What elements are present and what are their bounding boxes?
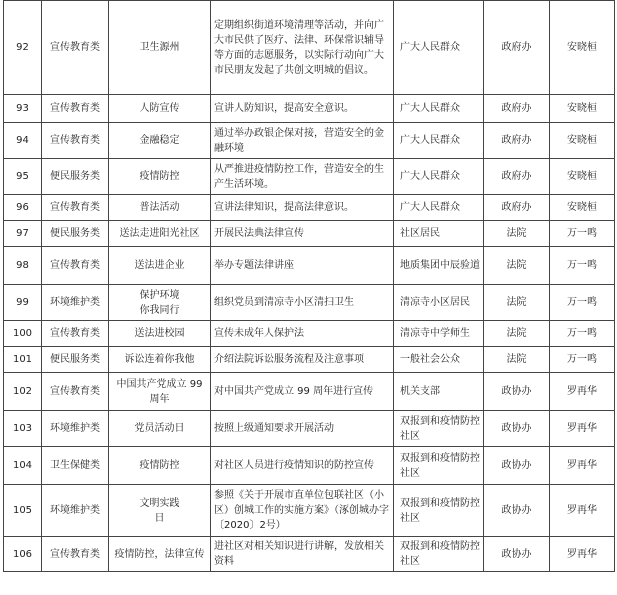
project-cell: 普法活动 [109, 195, 211, 221]
category-cell: 宣传教育类 [42, 321, 109, 347]
project-cell: 疫情防控，法律宣传 [109, 537, 211, 572]
content-cell: 介绍法院诉讼服务流程及注意事项 [211, 347, 394, 373]
project-cell: 金融稳定 [109, 123, 211, 159]
content-cell: 对社区人员进行疫情知识的防控宣传 [211, 447, 394, 485]
target-cell: 一般社会公众 [394, 347, 484, 373]
person-cell: 万一鸣 [550, 247, 615, 285]
unit-cell: 政府办 [484, 1, 550, 95]
table-row [4, 123, 615, 159]
row-number-cell: 101 [4, 347, 42, 373]
project-cell: 送法走进阳光社区 [109, 221, 211, 247]
content-cell: 参照《关于开展市直单位包联社区（小区）创城工作的实施方案》（涿创城办字〔2020〕2号） [211, 485, 394, 537]
table-row [4, 95, 615, 123]
row-number-cell: 97 [4, 221, 42, 247]
row-number-cell: 92 [4, 1, 42, 95]
person-cell: 安晓桓 [550, 1, 615, 95]
category-cell: 环境维护类 [42, 285, 109, 321]
project-cell: 疫情防控 [109, 447, 211, 485]
project-cell: 中国共产党成立 99 周年 [109, 373, 211, 411]
unit-cell: 政协办 [484, 411, 550, 447]
person-cell: 安晓桓 [550, 159, 615, 195]
table-row [4, 373, 615, 411]
row-number-cell: 98 [4, 247, 42, 285]
row-number-cell: 94 [4, 123, 42, 159]
person-cell: 安晓桓 [550, 95, 615, 123]
project-cell: 疫情防控 [109, 159, 211, 195]
content-cell: 进社区对相关知识进行讲解，发放相关资料 [211, 537, 394, 572]
target-cell: 广大人民群众 [394, 1, 484, 95]
project-cell: 送法进企业 [109, 247, 211, 285]
table-row [4, 1, 615, 95]
person-cell: 万一鸣 [550, 221, 615, 247]
person-cell: 罗再华 [550, 373, 615, 411]
project-cell: 卫生源州 [109, 1, 211, 95]
unit-cell: 政府办 [484, 123, 550, 159]
person-cell: 万一鸣 [550, 347, 615, 373]
person-cell: 安晓桓 [550, 123, 615, 159]
row-number-cell: 103 [4, 411, 42, 447]
unit-cell: 政府办 [484, 195, 550, 221]
content-cell: 宣讲法律知识，提高法律意识。 [211, 195, 394, 221]
row-number-cell: 93 [4, 95, 42, 123]
row-number-cell: 100 [4, 321, 42, 347]
category-cell: 宣传教育类 [42, 1, 109, 95]
target-cell: 机关支部 [394, 373, 484, 411]
person-cell: 万一鸣 [550, 285, 615, 321]
unit-cell: 法院 [484, 347, 550, 373]
category-cell: 便民服务类 [42, 159, 109, 195]
content-cell: 组织党员到清凉寺小区清扫卫生 [211, 285, 394, 321]
content-cell: 对中国共产党成立 99 周年进行宣传 [211, 373, 394, 411]
target-cell: 广大人民群众 [394, 195, 484, 221]
content-cell: 举办专题法律讲座 [211, 247, 394, 285]
person-cell: 罗再华 [550, 485, 615, 537]
target-cell: 双报到和疫情防控社区 [394, 447, 484, 485]
unit-cell: 政协办 [484, 373, 550, 411]
target-cell: 双报到和疫情防控社区 [394, 485, 484, 537]
table-row [4, 411, 615, 447]
table-body [4, 1, 615, 572]
project-cell: 送法进校园 [109, 321, 211, 347]
unit-cell: 法院 [484, 247, 550, 285]
project-table [3, 0, 615, 572]
content-cell: 宣讲人防知识，提高安全意识。 [211, 95, 394, 123]
row-number-cell: 95 [4, 159, 42, 195]
table-row [4, 321, 615, 347]
content-cell: 定期组织街道环境清理等活动，并向广大市民供了医疗、法律、环保常识辅导等方面的志愿服务，以实际行动向广大市民朋友发起了共创文明城的倡议。 [211, 1, 394, 95]
row-number-cell: 104 [4, 447, 42, 485]
target-cell: 清凉寺小区居民 [394, 285, 484, 321]
unit-cell: 政协办 [484, 447, 550, 485]
row-number-cell: 99 [4, 285, 42, 321]
project-cell: 人防宣传 [109, 95, 211, 123]
table-row [4, 247, 615, 285]
row-number-cell: 106 [4, 537, 42, 572]
unit-cell: 政协办 [484, 485, 550, 537]
unit-cell: 政府办 [484, 159, 550, 195]
unit-cell: 法院 [484, 221, 550, 247]
person-cell: 罗再华 [550, 447, 615, 485]
category-cell: 环境维护类 [42, 485, 109, 537]
unit-cell: 政府办 [484, 95, 550, 123]
category-cell: 便民服务类 [42, 347, 109, 373]
person-cell: 万一鸣 [550, 321, 615, 347]
table-row [4, 221, 615, 247]
category-cell: 宣传教育类 [42, 195, 109, 221]
category-cell: 便民服务类 [42, 221, 109, 247]
category-cell: 宣传教育类 [42, 537, 109, 572]
category-cell: 卫生保健类 [42, 447, 109, 485]
table-row [4, 285, 615, 321]
project-cell: 保护环境 你我同行 [109, 285, 211, 321]
table-row [4, 159, 615, 195]
target-cell: 广大人民群众 [394, 95, 484, 123]
person-cell: 罗再华 [550, 411, 615, 447]
table-row [4, 485, 615, 537]
content-cell: 开展民法典法律宣传 [211, 221, 394, 247]
category-cell: 宣传教育类 [42, 95, 109, 123]
content-cell: 按照上级通知要求开展活动 [211, 411, 394, 447]
content-cell: 从严推进疫情防控工作，营造安全的生产生活环境。 [211, 159, 394, 195]
target-cell: 清凉寺中学师生 [394, 321, 484, 347]
unit-cell: 法院 [484, 285, 550, 321]
person-cell: 罗再华 [550, 537, 615, 572]
target-cell: 地质集团中辰验道 [394, 247, 484, 285]
table-row [4, 195, 615, 221]
person-cell: 安晓桓 [550, 195, 615, 221]
project-cell: 党员活动日 [109, 411, 211, 447]
project-cell: 诉讼连着你我他 [109, 347, 211, 373]
category-cell: 宣传教育类 [42, 123, 109, 159]
target-cell: 社区居民 [394, 221, 484, 247]
category-cell: 环境维护类 [42, 411, 109, 447]
target-cell: 广大人民群众 [394, 123, 484, 159]
project-cell: 文明实践 日 [109, 485, 211, 537]
unit-cell: 法院 [484, 321, 550, 347]
target-cell: 双报到和疫情防控社区 [394, 411, 484, 447]
row-number-cell: 102 [4, 373, 42, 411]
row-number-cell: 96 [4, 195, 42, 221]
category-cell: 宣传教育类 [42, 373, 109, 411]
table-row [4, 447, 615, 485]
category-cell: 宣传教育类 [42, 247, 109, 285]
content-cell: 通过举办政银企保对接，营造安全的金融环境 [211, 123, 394, 159]
target-cell: 广大人民群众 [394, 159, 484, 195]
table-row [4, 347, 615, 373]
table-row [4, 537, 615, 572]
content-cell: 宣传未成年人保护法 [211, 321, 394, 347]
target-cell: 双报到和疫情防控社区 [394, 537, 484, 572]
row-number-cell: 105 [4, 485, 42, 537]
unit-cell: 政协办 [484, 537, 550, 572]
